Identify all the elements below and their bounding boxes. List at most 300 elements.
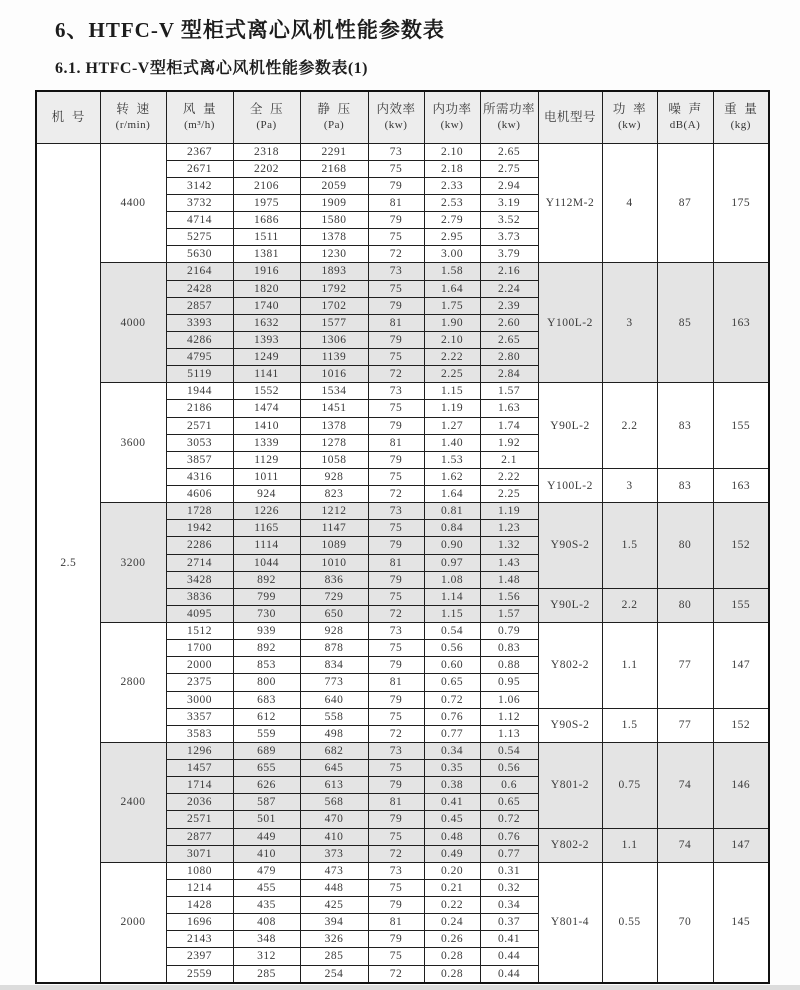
cell-flow: 2375 [166, 674, 233, 691]
cell-total-pressure: 1410 [233, 417, 300, 434]
header-unit: (kw) [618, 119, 641, 132]
header-cell-internal-power [424, 91, 480, 143]
cell-power: 3 [602, 468, 657, 502]
cell-required-power: 0.88 [480, 657, 538, 674]
cell-total-pressure: 1165 [233, 520, 300, 537]
cell-internal-power: 0.38 [424, 777, 480, 794]
cell-motor-model: Y90L-2 [538, 383, 602, 469]
cell-motor-model: Y90S-2 [538, 503, 602, 589]
cell-required-power: 0.79 [480, 623, 538, 640]
cell-total-pressure: 626 [233, 777, 300, 794]
cell-total-pressure: 800 [233, 674, 300, 691]
cell-internal-power: 0.56 [424, 640, 480, 657]
cell-static-pressure: 928 [300, 468, 368, 485]
cell-flow: 2367 [166, 143, 233, 160]
cell-static-pressure: 1580 [300, 212, 368, 229]
cell-internal-efficiency: 72 [368, 725, 424, 742]
cell-internal-efficiency: 72 [368, 965, 424, 983]
cell-total-pressure: 612 [233, 708, 300, 725]
cell-static-pressure: 1010 [300, 554, 368, 571]
cell-flow: 1080 [166, 862, 233, 879]
table-row [36, 862, 769, 879]
cell-required-power: 0.31 [480, 862, 538, 879]
cell-noise: 70 [657, 862, 713, 983]
cell-noise: 85 [657, 263, 713, 383]
cell-total-pressure: 479 [233, 862, 300, 879]
cell-static-pressure: 1792 [300, 280, 368, 297]
cell-total-pressure: 1820 [233, 280, 300, 297]
cell-flow: 3836 [166, 588, 233, 605]
cell-flow: 3053 [166, 434, 233, 451]
cell-flow: 4286 [166, 331, 233, 348]
cell-noise: 80 [657, 503, 713, 589]
cell-internal-power: 0.60 [424, 657, 480, 674]
cell-total-pressure: 939 [233, 623, 300, 640]
speed-cell: 2800 [100, 623, 166, 743]
cell-required-power: 2.80 [480, 349, 538, 366]
cell-weight: 145 [713, 862, 769, 983]
cell-total-pressure: 689 [233, 742, 300, 759]
header-label: 机 号 [51, 109, 85, 124]
cell-static-pressure: 448 [300, 879, 368, 896]
cell-static-pressure: 836 [300, 571, 368, 588]
cell-total-pressure: 587 [233, 794, 300, 811]
header-label: 噪 声 [668, 102, 702, 117]
cell-total-pressure: 2106 [233, 177, 300, 194]
header-cell-machine-no [36, 91, 100, 143]
cell-total-pressure: 501 [233, 811, 300, 828]
cell-flow: 3857 [166, 451, 233, 468]
cell-required-power: 0.6 [480, 777, 538, 794]
cell-internal-efficiency: 79 [368, 931, 424, 948]
cell-total-pressure: 1114 [233, 537, 300, 554]
cell-power: 4 [602, 143, 657, 263]
cell-required-power: 1.63 [480, 400, 538, 417]
cell-internal-power: 2.22 [424, 349, 480, 366]
cell-motor-model: Y90L-2 [538, 588, 602, 622]
cell-flow: 1296 [166, 742, 233, 759]
cell-static-pressure: 568 [300, 794, 368, 811]
cell-total-pressure: 408 [233, 914, 300, 931]
header-cell-static-pressure [300, 91, 368, 143]
cell-internal-power: 2.33 [424, 177, 480, 194]
speed-cell: 3200 [100, 503, 166, 623]
cell-total-pressure: 312 [233, 948, 300, 965]
cell-required-power: 3.73 [480, 229, 538, 246]
cell-power: 1.1 [602, 828, 657, 862]
cell-static-pressure: 1577 [300, 314, 368, 331]
cell-flow: 1942 [166, 520, 233, 537]
cell-motor-model: Y802-2 [538, 828, 602, 862]
header-unit: (kw) [384, 119, 408, 132]
cell-flow: 2571 [166, 417, 233, 434]
cell-total-pressure: 1740 [233, 297, 300, 314]
cell-flow: 1944 [166, 383, 233, 400]
cell-required-power: 1.12 [480, 708, 538, 725]
cell-total-pressure: 1552 [233, 383, 300, 400]
cell-motor-model: Y802-2 [538, 623, 602, 709]
cell-static-pressure: 1230 [300, 246, 368, 263]
cell-flow: 1700 [166, 640, 233, 657]
cell-static-pressure: 1139 [300, 349, 368, 366]
cell-weight: 152 [713, 503, 769, 589]
cell-required-power: 1.74 [480, 417, 538, 434]
cell-internal-efficiency: 75 [368, 229, 424, 246]
cell-required-power: 3.79 [480, 246, 538, 263]
cell-internal-efficiency: 73 [368, 503, 424, 520]
cell-internal-power: 0.24 [424, 914, 480, 931]
cell-required-power: 1.13 [480, 725, 538, 742]
cell-internal-power: 1.64 [424, 486, 480, 503]
cell-internal-power: 0.97 [424, 554, 480, 571]
cell-total-pressure: 2202 [233, 160, 300, 177]
cell-static-pressure: 425 [300, 897, 368, 914]
cell-required-power: 2.84 [480, 366, 538, 383]
cell-static-pressure: 470 [300, 811, 368, 828]
cell-required-power: 2.24 [480, 280, 538, 297]
cell-required-power: 0.41 [480, 931, 538, 948]
cell-static-pressure: 410 [300, 828, 368, 845]
cell-static-pressure: 558 [300, 708, 368, 725]
page-title: 6、HTFC-V 型柜式离心风机性能参数表 [55, 18, 445, 42]
cell-internal-power: 2.25 [424, 366, 480, 383]
cell-internal-efficiency: 79 [368, 691, 424, 708]
cell-internal-power: 0.20 [424, 862, 480, 879]
cell-total-pressure: 455 [233, 879, 300, 896]
cell-required-power: 0.32 [480, 879, 538, 896]
cell-flow: 1428 [166, 897, 233, 914]
cell-internal-efficiency: 79 [368, 331, 424, 348]
header-unit: (kg) [730, 119, 751, 132]
cell-static-pressure: 473 [300, 862, 368, 879]
cell-flow: 3583 [166, 725, 233, 742]
cell-internal-power: 2.79 [424, 212, 480, 229]
cell-static-pressure: 1909 [300, 194, 368, 211]
cell-total-pressure: 410 [233, 845, 300, 862]
cell-static-pressure: 834 [300, 657, 368, 674]
page-bottom-edge [0, 985, 800, 990]
cell-static-pressure: 373 [300, 845, 368, 862]
speed-cell: 4400 [100, 143, 166, 263]
cell-required-power: 1.48 [480, 571, 538, 588]
cell-required-power: 1.92 [480, 434, 538, 451]
table-row [36, 383, 769, 400]
cell-internal-power: 2.10 [424, 331, 480, 348]
cell-internal-power: 1.62 [424, 468, 480, 485]
cell-total-pressure: 449 [233, 828, 300, 845]
cell-internal-efficiency: 79 [368, 297, 424, 314]
cell-flow: 2143 [166, 931, 233, 948]
cell-required-power: 2.25 [480, 486, 538, 503]
header-cell-motor-model [538, 91, 602, 143]
header-unit: dB(A) [669, 119, 701, 132]
header-cell-speed [100, 91, 166, 143]
cell-flow: 4714 [166, 212, 233, 229]
cell-static-pressure: 1212 [300, 503, 368, 520]
cell-total-pressure: 1044 [233, 554, 300, 571]
cell-total-pressure: 892 [233, 571, 300, 588]
cell-static-pressure: 729 [300, 588, 368, 605]
cell-internal-power: 0.84 [424, 520, 480, 537]
cell-internal-efficiency: 72 [368, 366, 424, 383]
header-label: 内效率 [376, 102, 416, 117]
cell-flow: 2000 [166, 657, 233, 674]
cell-total-pressure: 2318 [233, 143, 300, 160]
cell-motor-model: Y801-4 [538, 862, 602, 983]
header-cell-noise [657, 91, 713, 143]
cell-motor-model: Y90S-2 [538, 708, 602, 742]
cell-required-power: 2.39 [480, 297, 538, 314]
cell-flow: 1512 [166, 623, 233, 640]
cell-internal-efficiency: 73 [368, 742, 424, 759]
header-label: 转 速 [116, 102, 150, 117]
header-label: 电机型号 [543, 109, 596, 124]
cell-total-pressure: 1141 [233, 366, 300, 383]
cell-total-pressure: 1686 [233, 212, 300, 229]
cell-required-power: 2.65 [480, 143, 538, 160]
cell-required-power: 1.43 [480, 554, 538, 571]
cell-weight: 147 [713, 828, 769, 862]
cell-weight: 163 [713, 263, 769, 383]
cell-flow: 2286 [166, 537, 233, 554]
cell-static-pressure: 640 [300, 691, 368, 708]
cell-noise: 83 [657, 468, 713, 502]
cell-static-pressure: 1702 [300, 297, 368, 314]
header-label: 全 压 [249, 102, 284, 117]
cell-static-pressure: 2291 [300, 143, 368, 160]
cell-internal-efficiency: 75 [368, 520, 424, 537]
cell-static-pressure: 613 [300, 777, 368, 794]
cell-internal-power: 1.14 [424, 588, 480, 605]
cell-internal-efficiency: 75 [368, 879, 424, 896]
cell-noise: 77 [657, 623, 713, 709]
cell-flow: 5630 [166, 246, 233, 263]
fan-performance-table [35, 90, 770, 984]
cell-flow: 2164 [166, 263, 233, 280]
cell-internal-power: 0.28 [424, 948, 480, 965]
cell-flow: 3393 [166, 314, 233, 331]
cell-internal-efficiency: 79 [368, 451, 424, 468]
cell-static-pressure: 650 [300, 605, 368, 622]
cell-total-pressure: 924 [233, 486, 300, 503]
cell-required-power: 0.72 [480, 811, 538, 828]
cell-internal-power: 0.45 [424, 811, 480, 828]
cell-required-power: 0.83 [480, 640, 538, 657]
cell-required-power: 3.52 [480, 212, 538, 229]
cell-flow: 2571 [166, 811, 233, 828]
cell-internal-efficiency: 75 [368, 468, 424, 485]
cell-flow: 1696 [166, 914, 233, 931]
cell-internal-efficiency: 72 [368, 486, 424, 503]
cell-total-pressure: 1226 [233, 503, 300, 520]
cell-static-pressure: 2059 [300, 177, 368, 194]
cell-internal-power: 2.10 [424, 143, 480, 160]
cell-internal-efficiency: 75 [368, 828, 424, 845]
cell-internal-power: 2.18 [424, 160, 480, 177]
cell-static-pressure: 1451 [300, 400, 368, 417]
cell-internal-power: 0.54 [424, 623, 480, 640]
cell-static-pressure: 878 [300, 640, 368, 657]
cell-internal-power: 0.65 [424, 674, 480, 691]
cell-internal-power: 0.21 [424, 879, 480, 896]
cell-internal-power: 0.81 [424, 503, 480, 520]
header-label: 重 量 [724, 102, 758, 117]
cell-internal-power: 0.41 [424, 794, 480, 811]
cell-flow: 2714 [166, 554, 233, 571]
cell-required-power: 1.23 [480, 520, 538, 537]
cell-total-pressure: 1381 [233, 246, 300, 263]
cell-internal-efficiency: 73 [368, 263, 424, 280]
cell-flow: 4795 [166, 349, 233, 366]
cell-flow: 2559 [166, 965, 233, 983]
speed-cell: 3600 [100, 383, 166, 503]
cell-static-pressure: 823 [300, 486, 368, 503]
cell-internal-efficiency: 81 [368, 194, 424, 211]
cell-required-power: 0.95 [480, 674, 538, 691]
cell-static-pressure: 1378 [300, 229, 368, 246]
cell-total-pressure: 655 [233, 760, 300, 777]
cell-flow: 2671 [166, 160, 233, 177]
cell-internal-efficiency: 75 [368, 948, 424, 965]
cell-weight: 146 [713, 742, 769, 828]
cell-power: 0.55 [602, 862, 657, 983]
cell-flow: 5275 [166, 229, 233, 246]
cell-internal-efficiency: 81 [368, 314, 424, 331]
cell-static-pressure: 1534 [300, 383, 368, 400]
header-cell-power [602, 91, 657, 143]
cell-flow: 2036 [166, 794, 233, 811]
cell-weight: 155 [713, 588, 769, 622]
cell-weight: 155 [713, 383, 769, 469]
cell-internal-power: 0.34 [424, 742, 480, 759]
cell-flow: 3142 [166, 177, 233, 194]
cell-power: 1.5 [602, 708, 657, 742]
cell-static-pressure: 498 [300, 725, 368, 742]
cell-flow: 2186 [166, 400, 233, 417]
header-label: 风 量 [182, 102, 217, 117]
table-body [36, 143, 769, 983]
cell-internal-efficiency: 75 [368, 640, 424, 657]
cell-flow: 3000 [166, 691, 233, 708]
cell-required-power: 2.22 [480, 468, 538, 485]
cell-total-pressure: 683 [233, 691, 300, 708]
cell-static-pressure: 1147 [300, 520, 368, 537]
cell-static-pressure: 1016 [300, 366, 368, 383]
cell-total-pressure: 348 [233, 931, 300, 948]
cell-motor-model: Y100L-2 [538, 468, 602, 502]
cell-internal-power: 3.00 [424, 246, 480, 263]
cell-internal-efficiency: 81 [368, 914, 424, 931]
cell-static-pressure: 1058 [300, 451, 368, 468]
cell-required-power: 1.19 [480, 503, 538, 520]
cell-static-pressure: 773 [300, 674, 368, 691]
cell-required-power: 0.77 [480, 845, 538, 862]
cell-internal-power: 2.95 [424, 229, 480, 246]
cell-internal-efficiency: 81 [368, 794, 424, 811]
cell-required-power: 1.32 [480, 537, 538, 554]
cell-total-pressure: 1129 [233, 451, 300, 468]
cell-internal-efficiency: 75 [368, 280, 424, 297]
cell-total-pressure: 892 [233, 640, 300, 657]
cell-total-pressure: 730 [233, 605, 300, 622]
header-unit: (kw) [440, 119, 464, 132]
cell-internal-efficiency: 72 [368, 605, 424, 622]
cell-total-pressure: 1916 [233, 263, 300, 280]
cell-noise: 80 [657, 588, 713, 622]
cell-static-pressure: 1306 [300, 331, 368, 348]
cell-internal-power: 1.19 [424, 400, 480, 417]
cell-internal-power: 0.26 [424, 931, 480, 948]
cell-flow: 3071 [166, 845, 233, 862]
cell-flow: 2428 [166, 280, 233, 297]
cell-static-pressure: 682 [300, 742, 368, 759]
cell-total-pressure: 559 [233, 725, 300, 742]
cell-flow: 4316 [166, 468, 233, 485]
cell-motor-model: Y801-2 [538, 742, 602, 828]
header-label: 功 率 [612, 102, 647, 117]
cell-internal-power: 0.72 [424, 691, 480, 708]
cell-weight: 163 [713, 468, 769, 502]
header-label: 静 压 [317, 102, 351, 117]
cell-internal-power: 0.35 [424, 760, 480, 777]
cell-internal-power: 0.49 [424, 845, 480, 862]
cell-internal-efficiency: 81 [368, 554, 424, 571]
header-cell-weight [713, 91, 769, 143]
cell-static-pressure: 1378 [300, 417, 368, 434]
cell-internal-power: 1.08 [424, 571, 480, 588]
cell-internal-efficiency: 79 [368, 571, 424, 588]
cell-total-pressure: 1474 [233, 400, 300, 417]
cell-internal-efficiency: 75 [368, 349, 424, 366]
cell-flow: 3357 [166, 708, 233, 725]
cell-internal-power: 0.22 [424, 897, 480, 914]
cell-weight: 147 [713, 623, 769, 709]
cell-internal-efficiency: 75 [368, 588, 424, 605]
cell-power: 0.75 [602, 742, 657, 828]
cell-required-power: 2.94 [480, 177, 538, 194]
cell-flow: 1714 [166, 777, 233, 794]
cell-internal-efficiency: 81 [368, 674, 424, 691]
header-cell-total-pressure [233, 91, 300, 143]
cell-internal-power: 0.76 [424, 708, 480, 725]
cell-flow: 4095 [166, 605, 233, 622]
cell-internal-power: 1.75 [424, 297, 480, 314]
table-row [36, 143, 769, 160]
cell-required-power: 2.75 [480, 160, 538, 177]
cell-internal-efficiency: 75 [368, 400, 424, 417]
cell-static-pressure: 645 [300, 760, 368, 777]
cell-static-pressure: 1278 [300, 434, 368, 451]
cell-flow: 5119 [166, 366, 233, 383]
cell-weight: 175 [713, 143, 769, 263]
header-unit: (Pa) [323, 119, 345, 132]
cell-internal-efficiency: 72 [368, 246, 424, 263]
cell-internal-efficiency: 73 [368, 143, 424, 160]
cell-internal-efficiency: 73 [368, 862, 424, 879]
cell-static-pressure: 1089 [300, 537, 368, 554]
cell-weight: 152 [713, 708, 769, 742]
header-cell-flow [166, 91, 233, 143]
cell-total-pressure: 1511 [233, 229, 300, 246]
cell-total-pressure: 799 [233, 588, 300, 605]
cell-flow: 2857 [166, 297, 233, 314]
cell-required-power: 1.57 [480, 383, 538, 400]
cell-required-power: 0.56 [480, 760, 538, 777]
cell-total-pressure: 1339 [233, 434, 300, 451]
cell-power: 2.2 [602, 588, 657, 622]
cell-required-power: 3.19 [480, 194, 538, 211]
table-row [36, 503, 769, 520]
